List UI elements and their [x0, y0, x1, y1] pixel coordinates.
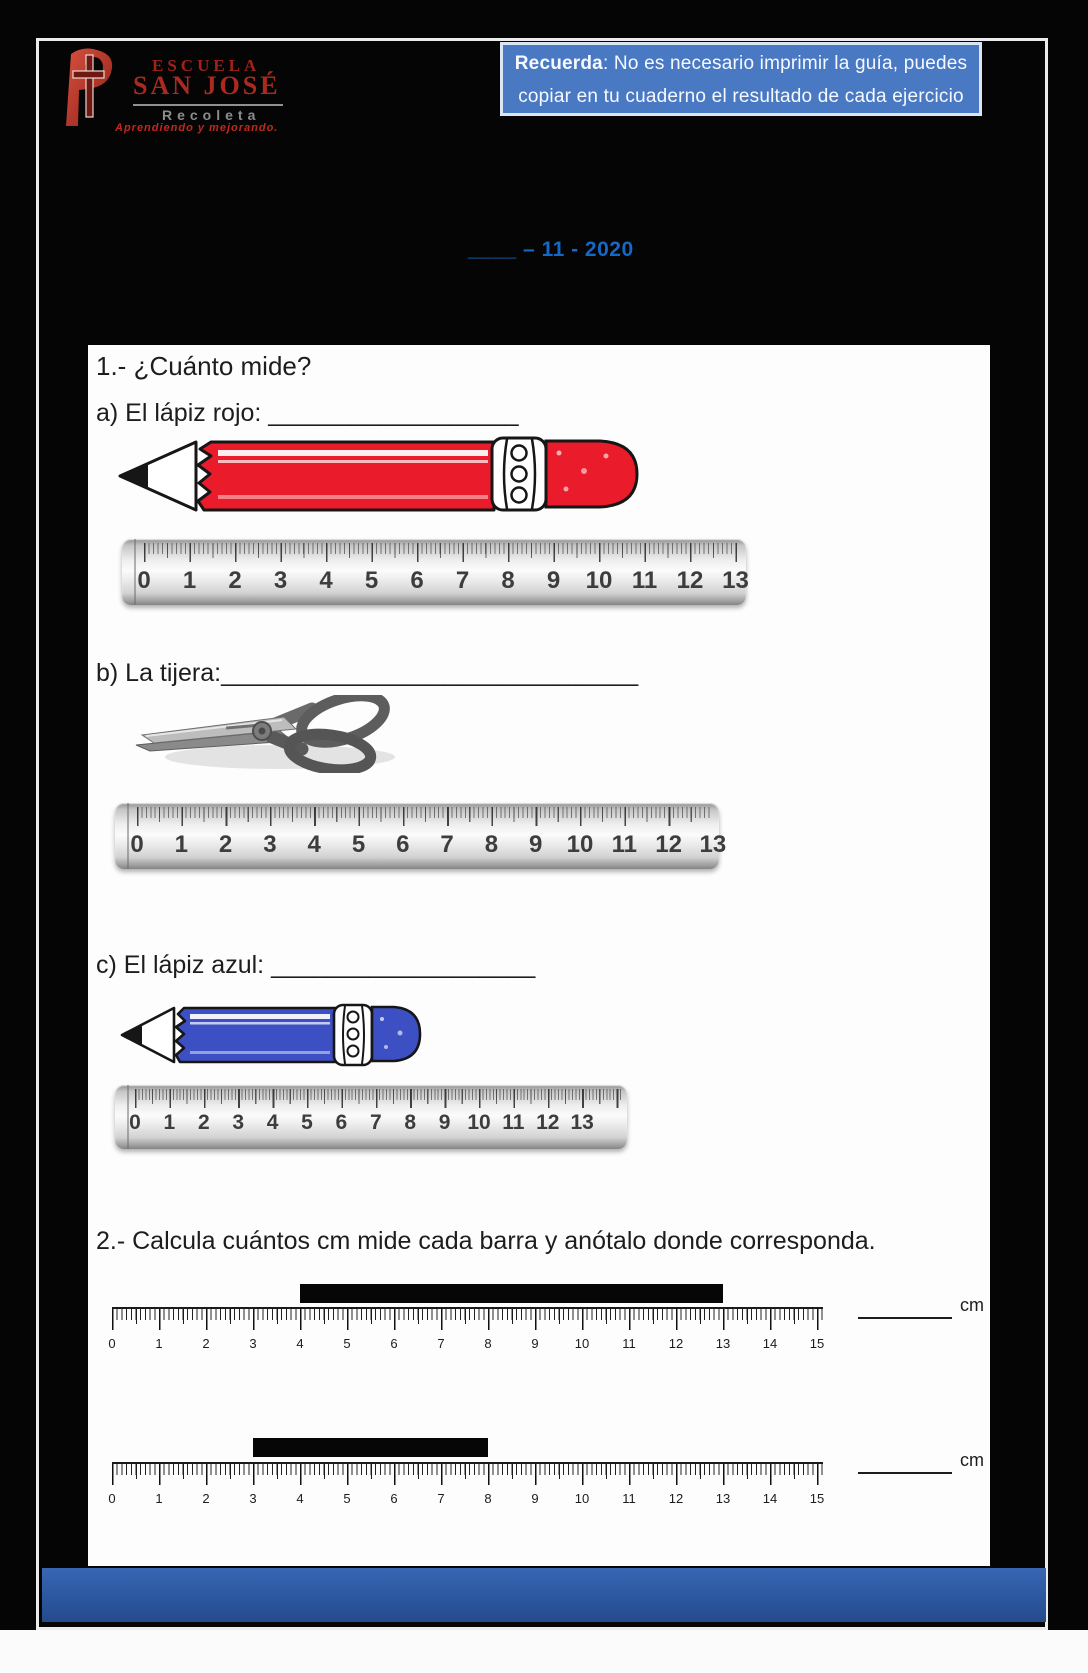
date-line: ____ – 11 - 2020: [468, 238, 634, 261]
ruler-number: 7: [437, 1336, 445, 1351]
item-c-label: c) El lápiz azul:: [96, 951, 272, 979]
ruler-number: 12: [668, 1336, 684, 1351]
ruler-number: 9: [438, 1111, 451, 1134]
ruler-ticks: [112, 1307, 823, 1329]
footer-bar: [42, 1568, 1046, 1622]
ruler-number: 11: [622, 1491, 636, 1506]
ruler-number: 3: [249, 1336, 257, 1351]
ruler-number: 13: [699, 831, 727, 858]
reminder-box: [500, 42, 982, 116]
ruler-ticks: [112, 1462, 823, 1484]
reminder-line1-rest: : No es necesario imprimir la guía, puedes: [602, 53, 968, 74]
ruler-number: 3: [232, 1111, 245, 1134]
ruler-number: 12: [668, 1491, 684, 1506]
ruler-number: 3: [273, 567, 288, 594]
ruler-number: 2: [197, 1111, 210, 1134]
ruler-number: 9: [529, 831, 543, 858]
ruler-number: 0: [108, 1491, 116, 1506]
ruler-number: 6: [396, 831, 410, 858]
blue-pencil-illustration: [118, 999, 422, 1069]
ruler-number: 3: [249, 1491, 257, 1506]
measure-bar-1: [300, 1284, 723, 1303]
scissors-illustration: [130, 695, 398, 773]
ruler-number: 1: [174, 831, 188, 858]
item-c: [96, 951, 535, 980]
answer-line-1: [858, 1317, 952, 1319]
ruler-number: 2: [218, 831, 233, 858]
ruler-number: 14: [762, 1491, 778, 1506]
ruler-number: 6: [335, 1111, 348, 1134]
ruler-number: 0: [108, 1336, 116, 1351]
ruler-number: 6: [390, 1491, 398, 1506]
exercise2-title: 2.- Calcula cuántos cm mide cada barra y anótalo donde corresponda.: [96, 1227, 876, 1255]
item-b-answer-blank: ______________________________: [221, 659, 639, 687]
item-b: [96, 659, 638, 688]
ruler-number: 6: [390, 1336, 398, 1351]
ruler-number: 4: [296, 1491, 304, 1506]
school-logo: [55, 42, 355, 137]
ruler-number: 5: [351, 831, 366, 858]
ruler-number: 5: [364, 567, 379, 594]
ruler-number: 0: [129, 1111, 141, 1134]
ruler-number: 13: [570, 1111, 594, 1134]
ruler-number: 1: [182, 567, 197, 594]
reminder-line1: [503, 47, 979, 80]
ruler-number: 2: [228, 567, 242, 594]
paper-ruler-2: [108, 1462, 825, 1508]
ruler-number: 3: [263, 831, 277, 858]
ruler-number: 12: [676, 567, 704, 594]
ruler-number: 7: [437, 1491, 445, 1506]
ruler-number: 7: [455, 567, 470, 594]
ruler-number: 9: [546, 567, 561, 594]
ruler-number: 7: [369, 1111, 382, 1134]
ruler-number: 11: [611, 831, 637, 858]
ruler-cm-ticks: [112, 1464, 823, 1485]
ruler-number: 4: [266, 1111, 279, 1134]
page-bottom-margin: [0, 1630, 1088, 1673]
red-pencil-illustration: [114, 431, 642, 517]
ruler-number: 10: [574, 1336, 590, 1351]
ruler-number: 8: [484, 1491, 492, 1506]
paper-ruler-1: [108, 1307, 825, 1353]
ruler-number: 11: [622, 1336, 636, 1351]
ruler-number: 15: [809, 1491, 825, 1506]
ruler-number: 12: [655, 831, 682, 858]
ruler-number: 0: [137, 567, 151, 594]
ruler-number: 15: [809, 1336, 825, 1351]
measure-bar-2: [253, 1438, 488, 1457]
school-name-line3: Recoleta: [162, 107, 261, 123]
ruler-number: 5: [301, 1111, 313, 1134]
ruler-number: 8: [501, 567, 515, 594]
ruler-number: 4: [296, 1336, 304, 1351]
ruler-number: 0: [130, 831, 144, 858]
logo-divider: [133, 104, 283, 106]
item-a-label: a) El lápiz rojo:: [96, 399, 269, 427]
item-a-answer-blank: __________________: [268, 399, 519, 427]
answer-line-2: [858, 1472, 952, 1474]
ruler-number: 10: [566, 831, 594, 858]
ruler-number: 13: [722, 567, 749, 594]
exercise1-title: 1.- ¿Cuánto mide?: [96, 351, 312, 381]
ruler-number: 6: [410, 567, 424, 594]
ruler-number: 13: [715, 1336, 731, 1351]
ruler-cm-ticks: [144, 543, 740, 562]
ruler-number: 1: [155, 1491, 163, 1506]
ruler-number: 10: [574, 1491, 590, 1506]
ruler-number: 7: [440, 831, 454, 858]
unit-label-1: cm: [960, 1295, 984, 1315]
ruler-number: 2: [202, 1336, 210, 1351]
item-c-answer-blank: ___________________: [271, 951, 536, 979]
ruler-cm-ticks: [137, 807, 713, 826]
reminder-lead: Recuerda: [514, 53, 603, 74]
ruler-number: 4: [307, 831, 321, 858]
ruler-number: 8: [404, 1111, 417, 1134]
school-logo-icon: [57, 46, 117, 128]
ruler-number: 11: [631, 567, 658, 594]
ruler-number: 11: [502, 1111, 525, 1134]
ruler-number: 9: [531, 1336, 539, 1351]
ruler-number: 10: [585, 567, 613, 594]
school-tagline: Aprendiendo y mejorando.: [115, 122, 279, 134]
ruler-number: 12: [536, 1111, 560, 1134]
worksheet-content: [88, 345, 990, 1566]
ruler-number: 13: [715, 1491, 731, 1506]
unit-label-2: cm: [960, 1450, 984, 1470]
school-name-line1: ESCUELA: [152, 56, 261, 75]
ruler-number: 1: [163, 1111, 176, 1134]
ruler-number: 1: [155, 1336, 163, 1351]
item-a: [96, 399, 519, 428]
ruler-cm-ticks: [135, 1089, 621, 1108]
ruler-number: 14: [762, 1336, 778, 1351]
ruler-number: 5: [343, 1491, 351, 1506]
ruler-number: 9: [531, 1491, 539, 1506]
ruler-cm-ticks: [112, 1309, 823, 1330]
ruler-number: 10: [467, 1111, 491, 1134]
ruler-number: 2: [202, 1491, 210, 1506]
reminder-line2: copiar en tu cuaderno el resultado de cada ejercicio: [518, 86, 964, 107]
ruler-number: 8: [484, 831, 499, 858]
ruler-number: 4: [319, 567, 333, 594]
ruler-number: 5: [343, 1336, 351, 1351]
ruler-scissors: [115, 803, 727, 869]
ruler-blue-pencil: [115, 1085, 627, 1149]
ruler-number: 8: [484, 1336, 492, 1351]
ruler-red-pencil: [122, 539, 749, 605]
item-b-label: b) La tijera:: [96, 659, 222, 687]
school-name-line2: SAN JOSÉ: [133, 71, 281, 100]
